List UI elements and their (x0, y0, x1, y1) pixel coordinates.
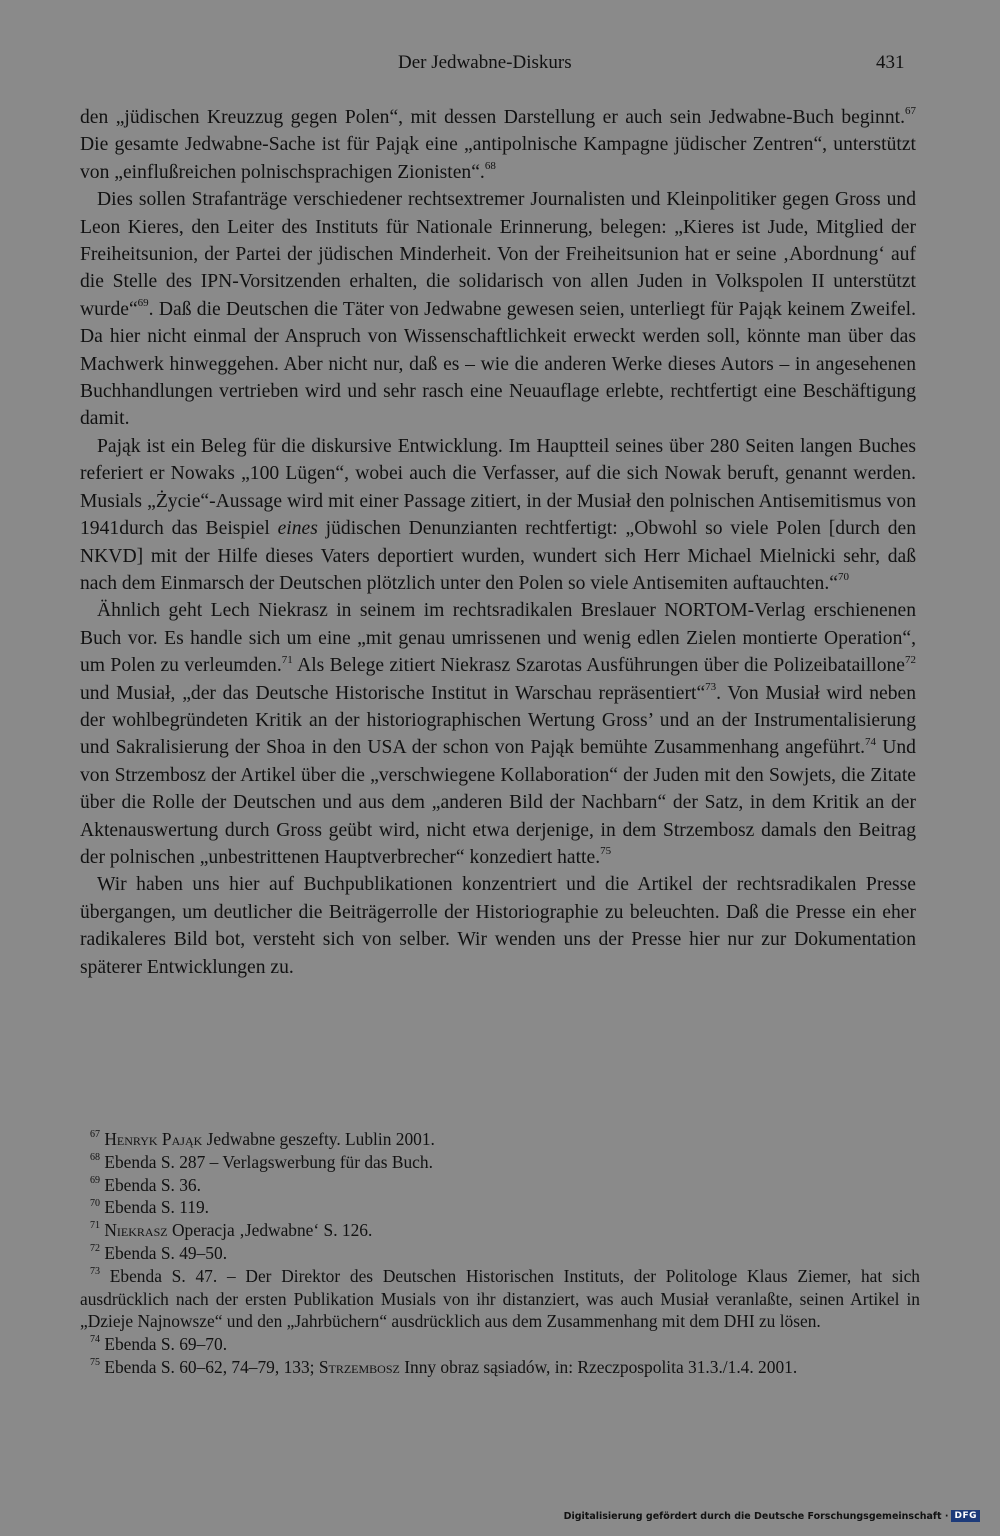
credit-text: Digitalisierung gefördert durch die Deutsche Forschungsgemeinschaft · (563, 1510, 949, 1522)
paragraph: Pająk ist ein Beleg für die diskursive Entwicklung. Im Hauptteil seines über 280 Seiten langen Buches referiert er Nowaks „100 Lügen“, wobei auch die Verfasser, auf die sich Nowak beruft, genannt werden. Musials „Życie“-Aussage wird mit einer Passage zitiert, in der Musiał den polnischen Antisemitismus von 1941durch das Beispiel eines jüdischen Denunzianten rechtfertigt: „Obwohl so viele Polen [durch den NKVD] mit der Hilfe dieses Vaters deportiert wurden, wundert sich Herr Michael Mielnicki sehr, daß nach dem Einmarsch der Deutschen plötzlich unter den Polen so viele Antisemiten auftauchten.“$^{70}$ (80, 435, 916, 594)
footnote: $^{72}$ Ebenda S. 49–50. (90, 1242, 228, 1263)
footnote-ref[interactable]: 70 (837, 571, 849, 584)
paragraph: den „jüdischen Kreuzzug gegen Polen“, mit dessen Darstellung er auch sein Jedwabne-Buch beginnt.$^{67}$ Die gesamte Jedwabne-Sache ist für Pająk eine „antipolnische Kampagne jüdischer Zentren“, unterstützt von „einflußreichen polnischsprachigen Zionisten“.$^{68}$ (80, 105, 916, 183)
footnote-ref[interactable]: 74 (865, 735, 877, 748)
main-text (80, 104, 916, 981)
footnote: $^{70}$ Ebenda S. 119. (90, 1197, 210, 1218)
paragraph: Ähnlich geht Lech Niekrasz in seinem im rechtsradikalen Breslauer NORTOM-Verlag erschienenen Buch vor. Es handle sich um eine „mit genau umrissenen und wenig edlen Zielen montierte Operation“, um Polen zu verleumden.$^{71}$ Als Belege zitiert Niekrasz Szarotas Ausführungen über die Polizeibataillone$^{72}$ und Musiał, „der das Deutsche Historische Institut in Warschau repräsentiert“$^{73}$. Von Musiał wird neben der wohlbegründeten Kritik an der historiographischen Wertung Gross’ und an der Instrumentalisierung und Sakralisierung der Shoa in den USA der schon von Pająk bemühte Zusammenhang angeführt.$^{74}$ Und von Strzembosz der Artikel über die „verschwiegene Kollaboration“ der Juden mit den Sowjets, die Zitate über die Rolle der Deutschen und aus dem „anderen Bild der Nachbarn“ der Satz, in dem Kritik an der Aktenauswertung durch Gross geübt wird, nicht etwa derjenige, in dem Strzembosz damals den Beitrag der polnischen „unbestrittenen Hauptverbrecher“ konzediert hatte.$^{75}$ (80, 600, 916, 868)
running-header (0, 52, 1000, 80)
footnote: $^{73}$ Ebenda S. 47. – Der Direktor des Deutschen Historischen Instituts, der Politologe Klaus Ziemer, hat sich ausdrücklich nach der ersten Publikation Musials von ihr distanziert, was auch Musiał veranlaßte, seinen Artikel in „Dzieje Najnowsze“ und den „Jahrbüchern“ ausdrücklich aus dem Zusammenhang mit dem DHI zu lösen. (80, 1265, 920, 1332)
footnote: $^{67}$ Henryk Pająk Jedwabne geszefty. Lublin 2001. (90, 1129, 435, 1149)
footnote-ref[interactable]: 73 (705, 681, 717, 693)
paragraph: Dies sollen Strafanträge verschiedener rechtsextremer Journalisten und Kleinpolitiker gegen Gross und Leon Kieres, den Leiter des Instituts für Nationale Erinnerung, belegen: „Kieres ist Jude, Mitglied der Freiheitsunion, der Partei der jüdischen Minderheit. Von der Freiheitsunion hat er seine ‚Abordnung‘ auf die Stelle des IPN-Vorsitzenden erhalten, die solidarisch von allen Juden in Volkspolen II unterstützt wurde“$^{69}$. Daß die Deutschen die Täter von Jedwabne gewesen seien, unterliegt für Pająk keinem Zweifel. Da hier nicht einmal der Anspruch von Wissenschaftlichkeit erweckt werden soll, könnte man über das Machwerk hinweggehen. Aber nicht nur, daß es – wie die anderen Werke dieses Autors – in angesehenen Buchhandlungen vertrieben wird und sehr rasch eine Neuauflage erlebte, rechtfertigt eine Beschäftigung damit. (80, 189, 916, 430)
footnote-ref[interactable]: 71 (281, 653, 293, 666)
running-title: Der Jedwabne-Diskurs (398, 52, 572, 73)
footnote-ref[interactable]: 72 (905, 653, 916, 666)
footnote: $^{69}$ Ebenda S. 36. (90, 1174, 201, 1195)
footnotes (80, 1128, 920, 1379)
footnote-ref[interactable]: 67 (905, 105, 916, 118)
dfg-logo: DFG (951, 1510, 980, 1522)
page-number: 431 (876, 52, 905, 73)
footnote: $^{68}$ Ebenda S. 287 – Verlagswerbung für das Buch. (90, 1151, 433, 1172)
footnote: $^{71}$ Niekrasz Operacja ‚Jedwabne‘ S. 126. (90, 1220, 373, 1241)
footnote: $^{74}$ Ebenda S. 69–70. (90, 1334, 228, 1355)
footnote-ref[interactable]: 75 (600, 845, 612, 858)
footnote-ref[interactable]: 69 (137, 297, 149, 310)
paragraph: Wir haben uns hier auf Buchpublikationen konzentriert und die Artikel der rechtsradikalen Presse übergangen, um deutlicher die Beiträgerrolle der Historiographie zu beleuchten. Daß die Presse ein eher radikaleres Bild bot, versteht sich von selber. Wir wenden uns der Presse hier nur zur Dokumentation späterer Entwicklungen zu. (80, 874, 916, 978)
emphasis: eines (277, 518, 318, 540)
digitization-credit (564, 1510, 980, 1522)
footnote-ref[interactable]: 68 (484, 160, 496, 173)
footnote: $^{75}$ Ebenda S. 60–62, 74–79, 133; Strzembosz Inny obraz sąsiadów, in: Rzeczpospolita 31.3./1.4. 2001. (90, 1356, 798, 1377)
